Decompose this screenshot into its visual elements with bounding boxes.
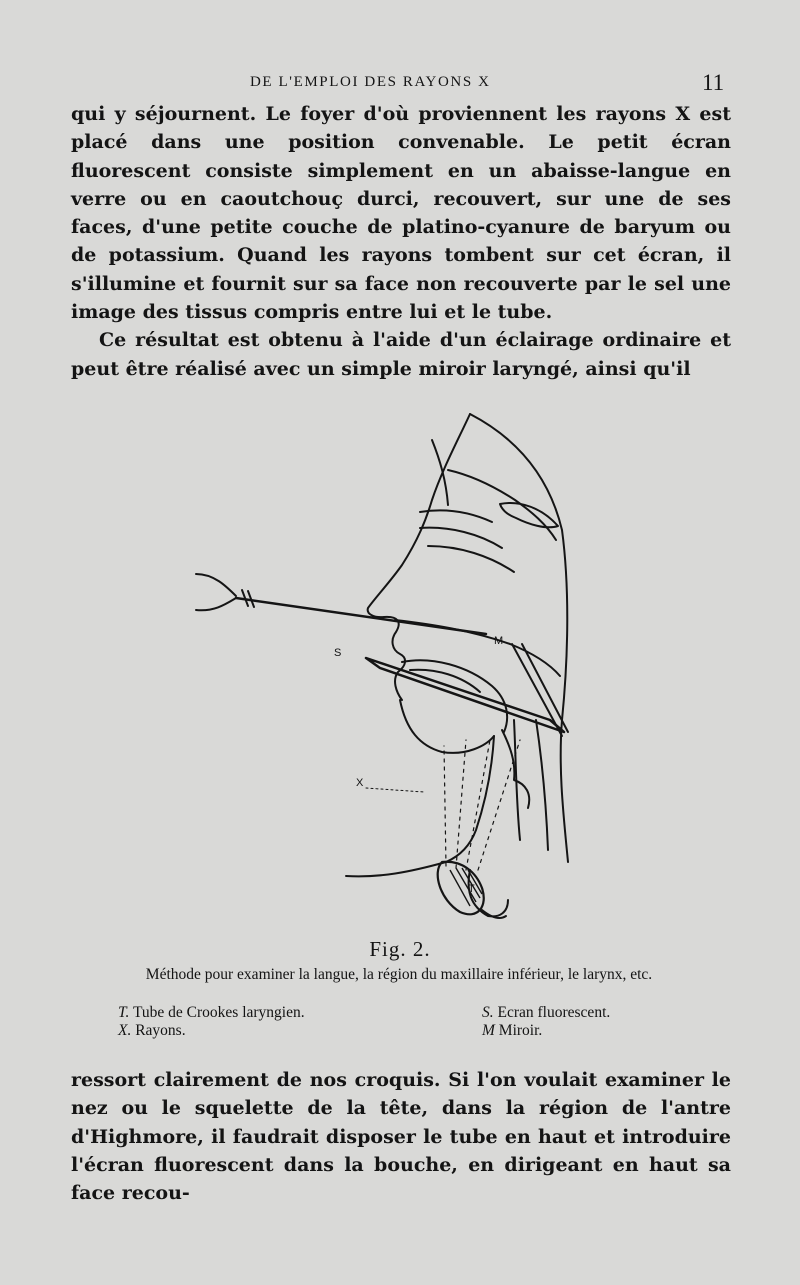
figure-illustration: [170, 400, 630, 930]
tube-shading: [450, 868, 482, 906]
x-ray-beam: [444, 740, 520, 870]
legend-text: Tube de Crookes laryngien.: [132, 1004, 305, 1021]
legend-key: S.: [482, 1004, 494, 1021]
legend-key: X.: [118, 1022, 132, 1039]
head-section-drawing: [170, 400, 630, 930]
bottom-text-block: [71, 1066, 731, 1207]
lower-jaw: [400, 700, 494, 753]
legend-item-x: [118, 1022, 305, 1040]
turbinates: [420, 510, 514, 572]
running-head-title: DE L'EMPLOI DES RAYONS X: [250, 74, 491, 90]
running-head: [0, 70, 800, 100]
page-number: 11: [702, 70, 725, 95]
figure-description: Méthode pour examiner la langue, la région du maxillaire inférieur, le larynx, etc.: [145, 966, 653, 983]
legend-item-m: [482, 1022, 610, 1040]
x-label-leader: [366, 788, 424, 792]
label-t: T: [468, 883, 475, 895]
legend-key: T.: [118, 1004, 130, 1021]
top-text-block: [71, 100, 731, 383]
trachea: [514, 720, 548, 850]
probe-rod: [236, 598, 486, 634]
legend-text: Miroir.: [498, 1022, 543, 1039]
paragraph-1: qui y séjournent. Le foyer d'où proviennent les rayons X est placé dans une position convenable. Le petit écran fluorescent consiste simplement en un abaisse-langue en verre ou en caoutchouç durci, recouvert, sur une de ses faces, d'une petite couche de platino-cyanure de baryum ou de potassium. Quand les rayons tombent sur cet écran, il s'illumine et fournit sur sa face non recouverte par le sel une image des tissus compris entre lui et le tube.: [71, 103, 731, 324]
legend-item-t: [118, 1004, 305, 1022]
sphenoid-region: [500, 503, 558, 527]
label-s: S: [334, 647, 342, 659]
larynx: [446, 736, 494, 862]
face-profile: [368, 414, 470, 700]
legend-left: [118, 1004, 305, 1040]
legend-item-s: [482, 1004, 610, 1022]
neck-front: [346, 862, 446, 876]
paragraph-2: Ce résultat est obtenu à l'aide d'un éclairage ordinaire et peut être réalisé avec un simple miroir laryngé, ainsi qu'il: [71, 329, 731, 380]
legend-text: Rayons.: [135, 1022, 186, 1039]
legend-right: [482, 1004, 610, 1040]
legend-text: Ecran fluorescent.: [497, 1004, 611, 1021]
tongue: [402, 660, 507, 732]
label-x: X: [356, 777, 364, 789]
label-m: M: [494, 635, 504, 647]
paragraph-3: ressort clairement de nos croquis. Si l'on voulait examiner le nez ou le squelette de la tête, dans la région de l'antre d'Highmore, il faudrait disposer le tube en haut et introduire l'écran fluorescent dans la bouche, en dirigeant en haut sa face recou-: [71, 1069, 731, 1205]
mirror: [512, 644, 568, 736]
figure-caption: Fig. 2.: [369, 937, 431, 961]
probe-handle: [196, 574, 236, 610]
legend-key: M: [482, 1022, 495, 1039]
skull-contour: [470, 414, 568, 862]
